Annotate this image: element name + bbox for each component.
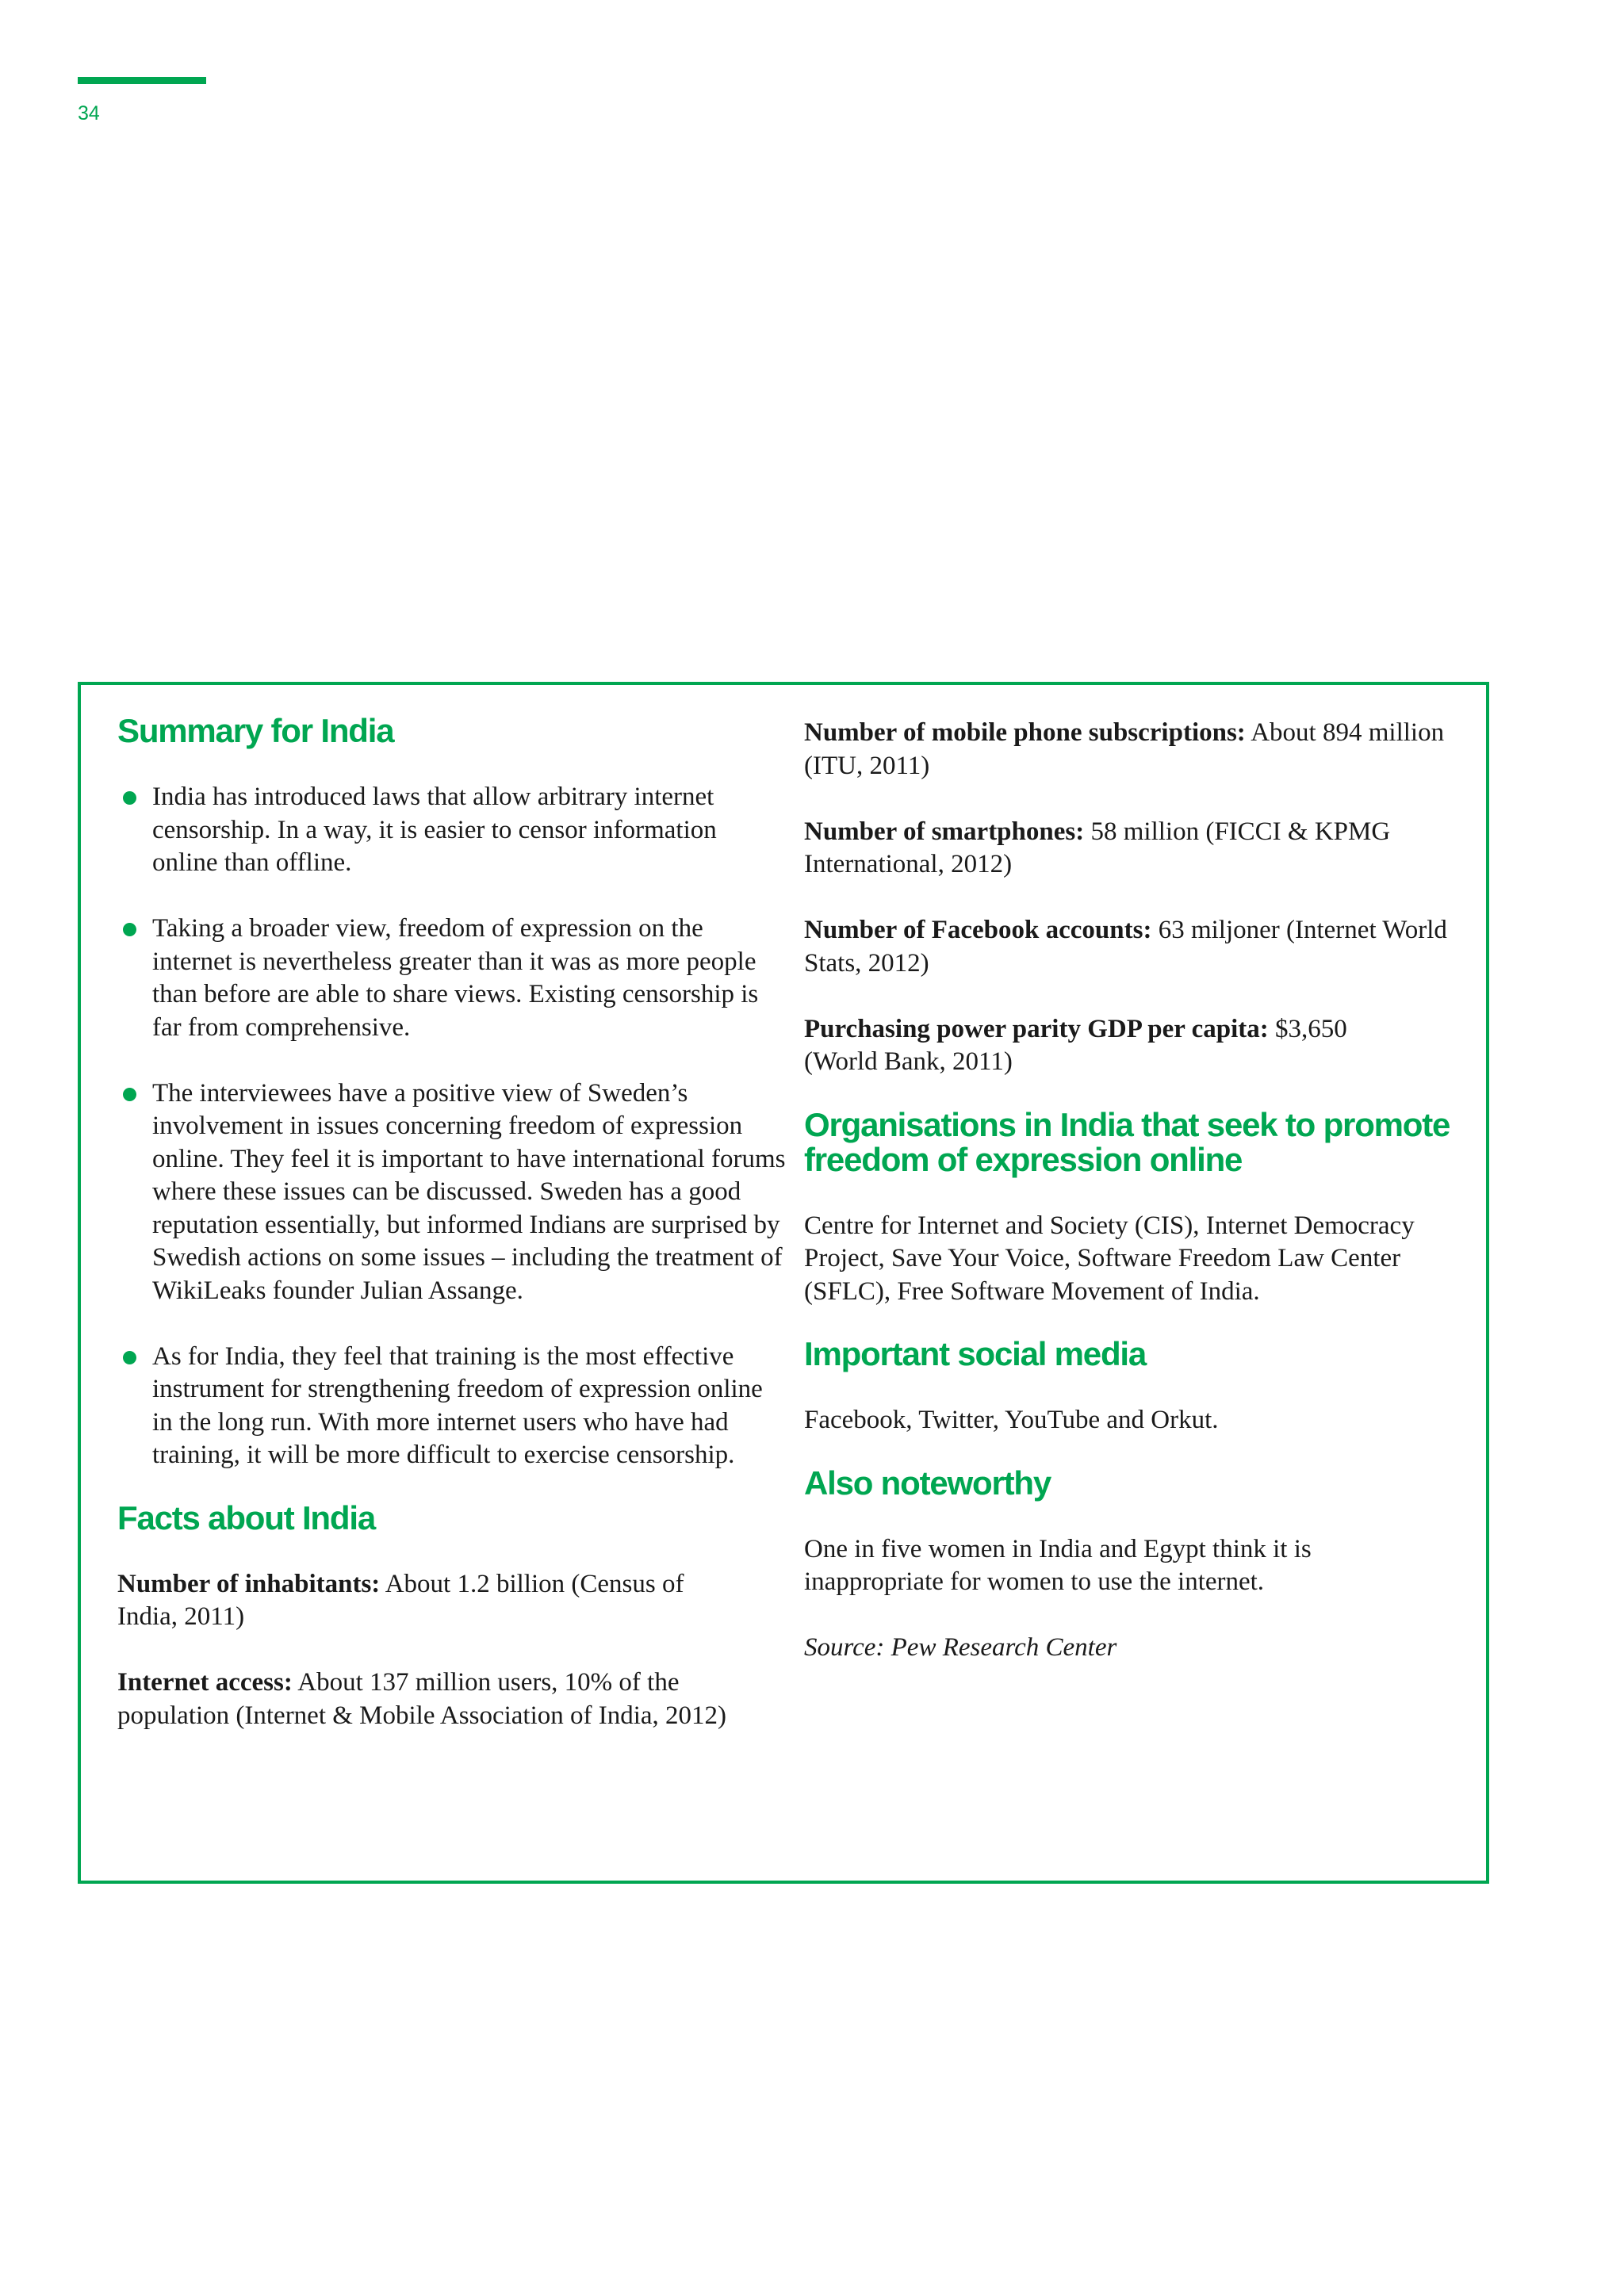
noteworthy-text: One in five women in India and Egypt think it is inappropriate for women to use the internet.: [804, 1534, 1312, 1596]
fact-mobile-subscriptions: [804, 717, 1462, 783]
summary-bullet: The interviewees have a positive view of Sweden’s involvement in issues concerning freedom of expression online. They feel it is important to have international forums where these issues can be discussed. Sweden has a good reputation essentially, but informed Indians are surprised by Swedish actions on some issues – including the treatment of WikiLeaks founder Julian Assange.: [117, 1077, 787, 1308]
india-summary-box: [78, 682, 1489, 1884]
fact-label: Number of Facebook accounts:: [804, 916, 1152, 944]
noteworthy-source: Source: Pew Research Center: [804, 1633, 1117, 1662]
fact-value: About 1.2 billion (Census of India, 2011): [117, 1569, 684, 1631]
bullet-dot-icon: [123, 1088, 136, 1101]
fact-label: Internet access:: [117, 1668, 293, 1697]
right-column: [804, 685, 1462, 1665]
fact-value: About 894 million (ITU, 2011): [804, 718, 1445, 780]
fact-label: Number of smartphones:: [804, 817, 1085, 846]
top-rule: [78, 77, 206, 84]
fact-value: About 137 million users, 10% of the population (Internet & Mobile Association of India, 2012): [117, 1668, 727, 1730]
fact-label: Number of inhabitants:: [117, 1569, 381, 1598]
left-column: [117, 685, 831, 1732]
bullet-dot-icon: [123, 1351, 136, 1364]
fact-inhabitants: [117, 1568, 744, 1634]
organisations-heading: Organisations in India that seek to promote freedom of expression online: [804, 1105, 1450, 1178]
summary-bullet: As for India, they feel that training is the most effective instrument for strengthening freedom of expression online in the long run. With more internet users who have had training, it will be more difficult to exercise censorship.: [117, 1341, 787, 1472]
fact-value: 58 million (FICCI & KPMG International, 2012): [804, 817, 1391, 878]
fact-label: Number of mobile phone subscriptions:: [804, 718, 1246, 747]
summary-heading: Summary for India: [117, 712, 394, 749]
bullet-dot-icon: [123, 923, 136, 936]
fact-facebook-accounts: [804, 914, 1462, 980]
fact-internet-access: [117, 1667, 744, 1732]
fact-value: 63 miljoner (Internet World Stats, 2012): [804, 916, 1447, 978]
page-number: 34: [78, 102, 100, 124]
summary-bullet: India has introduced laws that allow arbitrary internet censorship. In a way, it is easier to censor information online than offline.: [117, 781, 787, 880]
social-media-heading: Important social media: [804, 1335, 1147, 1372]
bullet-dot-icon: [123, 791, 136, 805]
fact-value: $3,650 (World Bank, 2011): [804, 1014, 1347, 1076]
organisations-text: Centre for Internet and Society (CIS), Internet Democracy Project, Save Your Voice, Software Freedom Law Center (SFLC), Free Software Movement of India.: [804, 1211, 1415, 1306]
fact-smartphones: [804, 816, 1462, 882]
social-media-text: Facebook, Twitter, YouTube and Orkut.: [804, 1406, 1219, 1434]
fact-gdp-per-capita: [804, 1013, 1407, 1079]
summary-bullet-list: [117, 781, 831, 1472]
fact-label: Purchasing power parity GDP per capita:: [804, 1014, 1269, 1043]
noteworthy-heading: Also noteworthy: [804, 1464, 1051, 1502]
summary-bullet: Taking a broader view, freedom of expression on the internet is nevertheless greater than it was as more people than before are able to share views. Existing censorship is far from comprehensive.: [117, 913, 787, 1044]
facts-heading: Facts about India: [117, 1498, 375, 1536]
